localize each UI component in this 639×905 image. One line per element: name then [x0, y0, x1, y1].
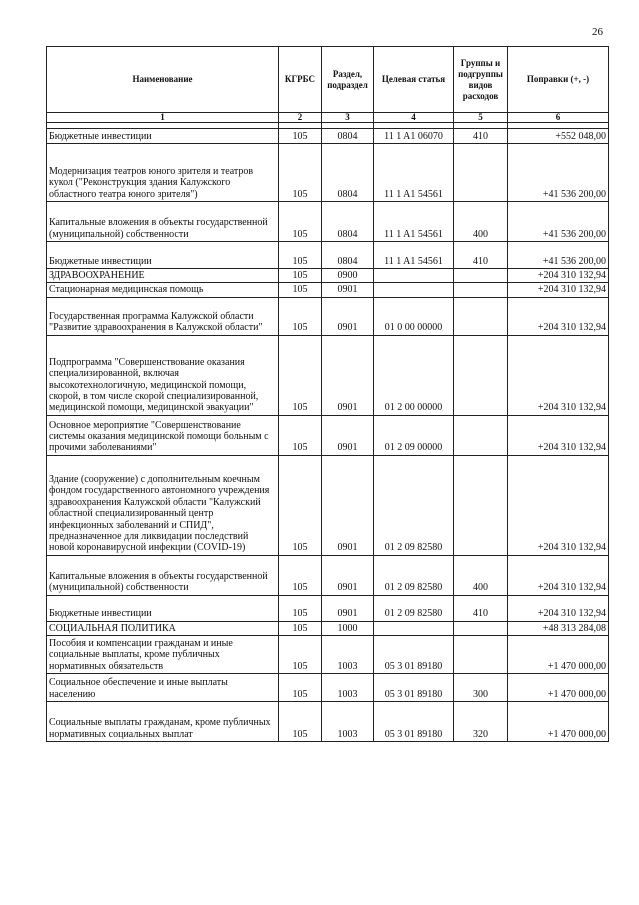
row-kgrbs: 105: [279, 702, 322, 742]
row-target: [374, 621, 454, 635]
row-name: Социальное обеспечение и иные выплаты населению: [47, 674, 279, 702]
column-number: 3: [322, 113, 374, 123]
row-amount: +41 536 200,00: [508, 202, 609, 242]
table-row: [47, 674, 609, 702]
row-target: 11 1 A1 54561: [374, 202, 454, 242]
row-section: 0901: [322, 283, 374, 297]
row-amount: +41 536 200,00: [508, 242, 609, 269]
row-group: 410: [454, 129, 508, 144]
row-group: [454, 415, 508, 455]
row-section: 1003: [322, 636, 374, 674]
budget-amendments-table: [46, 46, 609, 742]
row-kgrbs: 105: [279, 636, 322, 674]
row-section: 0901: [322, 595, 374, 621]
row-name: Модернизация театров юного зрителя и театров кукол ("Реконструкция здания Калужского областного театра юного зрителя"): [47, 144, 279, 202]
row-amount: +204 310 132,94: [508, 415, 609, 455]
row-group: [454, 621, 508, 635]
column-number: 6: [508, 113, 609, 123]
row-name: Пособия и компенсации гражданам и иные социальные выплаты, кроме публичных нормативных обязательств: [47, 636, 279, 674]
row-section: 0901: [322, 555, 374, 595]
row-amount: +204 310 132,94: [508, 555, 609, 595]
row-amount: +204 310 132,94: [508, 335, 609, 415]
row-target: [374, 269, 454, 283]
row-amount: +204 310 132,94: [508, 455, 609, 555]
row-kgrbs: 105: [279, 129, 322, 144]
table-row: [47, 702, 609, 742]
page-number: 26: [592, 26, 603, 38]
row-name: Стационарная медицинская помощь: [47, 283, 279, 297]
row-name: Капитальные вложения в объекты государственной (муниципальной) собственности: [47, 555, 279, 595]
row-section: 0804: [322, 144, 374, 202]
row-amount: +552 048,00: [508, 129, 609, 144]
row-target: 01 2 09 82580: [374, 555, 454, 595]
row-target: 05 3 01 89180: [374, 674, 454, 702]
table-row: [47, 335, 609, 415]
table-row: [47, 595, 609, 621]
row-kgrbs: 105: [279, 297, 322, 335]
row-group: [454, 269, 508, 283]
row-name: Подпрограмма "Совершенствование оказания специализированной, включая высокотехнологичную, медицинской помощи, скорой, в том числе скорой специализированной, медицинской помощи, медицинской эвакуации": [47, 335, 279, 415]
table-row: [47, 555, 609, 595]
row-group: [454, 636, 508, 674]
column-number: 5: [454, 113, 508, 123]
row-kgrbs: 105: [279, 202, 322, 242]
table-row: [47, 242, 609, 269]
row-name: Бюджетные инвестиции: [47, 129, 279, 144]
row-group: [454, 144, 508, 202]
row-amount: +204 310 132,94: [508, 269, 609, 283]
row-kgrbs: 105: [279, 269, 322, 283]
row-target: 11 1 A1 54561: [374, 144, 454, 202]
row-group: 400: [454, 202, 508, 242]
header-name: Наименование: [47, 47, 279, 113]
row-target: 05 3 01 89180: [374, 636, 454, 674]
table-row: [47, 415, 609, 455]
row-section: 1003: [322, 674, 374, 702]
row-target: 05 3 01 89180: [374, 702, 454, 742]
row-section: 0901: [322, 297, 374, 335]
table-row: [47, 297, 609, 335]
header-groups: Группы и подгруппы видов расходов: [454, 47, 508, 113]
row-kgrbs: 105: [279, 674, 322, 702]
row-amount: +1 470 000,00: [508, 636, 609, 674]
table-row: [47, 455, 609, 555]
row-group: 320: [454, 702, 508, 742]
row-section: 0804: [322, 242, 374, 269]
row-group: 400: [454, 555, 508, 595]
row-name: ЗДРАВООХРАНЕНИЕ: [47, 269, 279, 283]
header-target: Целевая статья: [374, 47, 454, 113]
row-name: СОЦИАЛЬНАЯ ПОЛИТИКА: [47, 621, 279, 635]
header-amendments: Поправки (+, -): [508, 47, 609, 113]
row-target: 01 0 00 00000: [374, 297, 454, 335]
row-group: [454, 455, 508, 555]
row-amount: +48 313 284,08: [508, 621, 609, 635]
row-target: 11 1 A1 54561: [374, 242, 454, 269]
row-target: 01 2 00 00000: [374, 335, 454, 415]
row-amount: +204 310 132,94: [508, 283, 609, 297]
header-kgrbs: КГРБС: [279, 47, 322, 113]
table-row: [47, 636, 609, 674]
row-kgrbs: 105: [279, 242, 322, 269]
row-kgrbs: 105: [279, 621, 322, 635]
row-section: 0901: [322, 455, 374, 555]
row-name: Капитальные вложения в объекты государственной (муниципальной) собственности: [47, 202, 279, 242]
row-name: Государственная программа Калужской области "Развитие здравоохранения в Калужской области": [47, 297, 279, 335]
row-section: 0900: [322, 269, 374, 283]
row-kgrbs: 105: [279, 283, 322, 297]
row-group: 300: [454, 674, 508, 702]
table-row: [47, 144, 609, 202]
row-target: 01 2 09 82580: [374, 455, 454, 555]
row-kgrbs: 105: [279, 555, 322, 595]
row-name: Социальные выплаты гражданам, кроме публичных нормативных социальных выплат: [47, 702, 279, 742]
row-kgrbs: 105: [279, 415, 322, 455]
row-amount: +1 470 000,00: [508, 674, 609, 702]
header-section: Раздел, подраздел: [322, 47, 374, 113]
row-group: 410: [454, 242, 508, 269]
row-section: 1003: [322, 702, 374, 742]
row-name: Здание (сооружение) с дополнительным коечным фондом государственного автономного учреждения здравоохранения Калужской области "Калужский областной специализированный центр инфекционных заболеваний и СПИД", предназначенное для ликвидации последствий новой коронавирусной инфекции (COVID-19): [47, 455, 279, 555]
row-name: Бюджетные инвестиции: [47, 595, 279, 621]
table-row: [47, 202, 609, 242]
column-number: 4: [374, 113, 454, 123]
row-target: 01 2 09 82580: [374, 595, 454, 621]
row-section: 1000: [322, 621, 374, 635]
row-group: [454, 335, 508, 415]
row-section: 0901: [322, 415, 374, 455]
row-name: Бюджетные инвестиции: [47, 242, 279, 269]
row-kgrbs: 105: [279, 335, 322, 415]
row-group: [454, 283, 508, 297]
row-amount: +1 470 000,00: [508, 702, 609, 742]
table-row: [47, 621, 609, 635]
row-group: [454, 297, 508, 335]
row-target: 11 1 A1 06070: [374, 129, 454, 144]
table-row: [47, 129, 609, 144]
row-kgrbs: 105: [279, 144, 322, 202]
row-section: 0804: [322, 202, 374, 242]
row-amount: +204 310 132,94: [508, 297, 609, 335]
row-name: Основное мероприятие "Совершенствование системы оказания медицинской помощи больным с прочими заболеваниями": [47, 415, 279, 455]
row-target: 01 2 09 00000: [374, 415, 454, 455]
row-amount: +204 310 132,94: [508, 595, 609, 621]
column-number: 2: [279, 113, 322, 123]
row-target: [374, 283, 454, 297]
table-row: [47, 283, 609, 297]
row-kgrbs: 105: [279, 595, 322, 621]
row-section: 0804: [322, 129, 374, 144]
row-amount: +41 536 200,00: [508, 144, 609, 202]
row-group: 410: [454, 595, 508, 621]
column-number: 1: [47, 113, 279, 123]
row-section: 0901: [322, 335, 374, 415]
table-row: [47, 269, 609, 283]
row-kgrbs: 105: [279, 455, 322, 555]
